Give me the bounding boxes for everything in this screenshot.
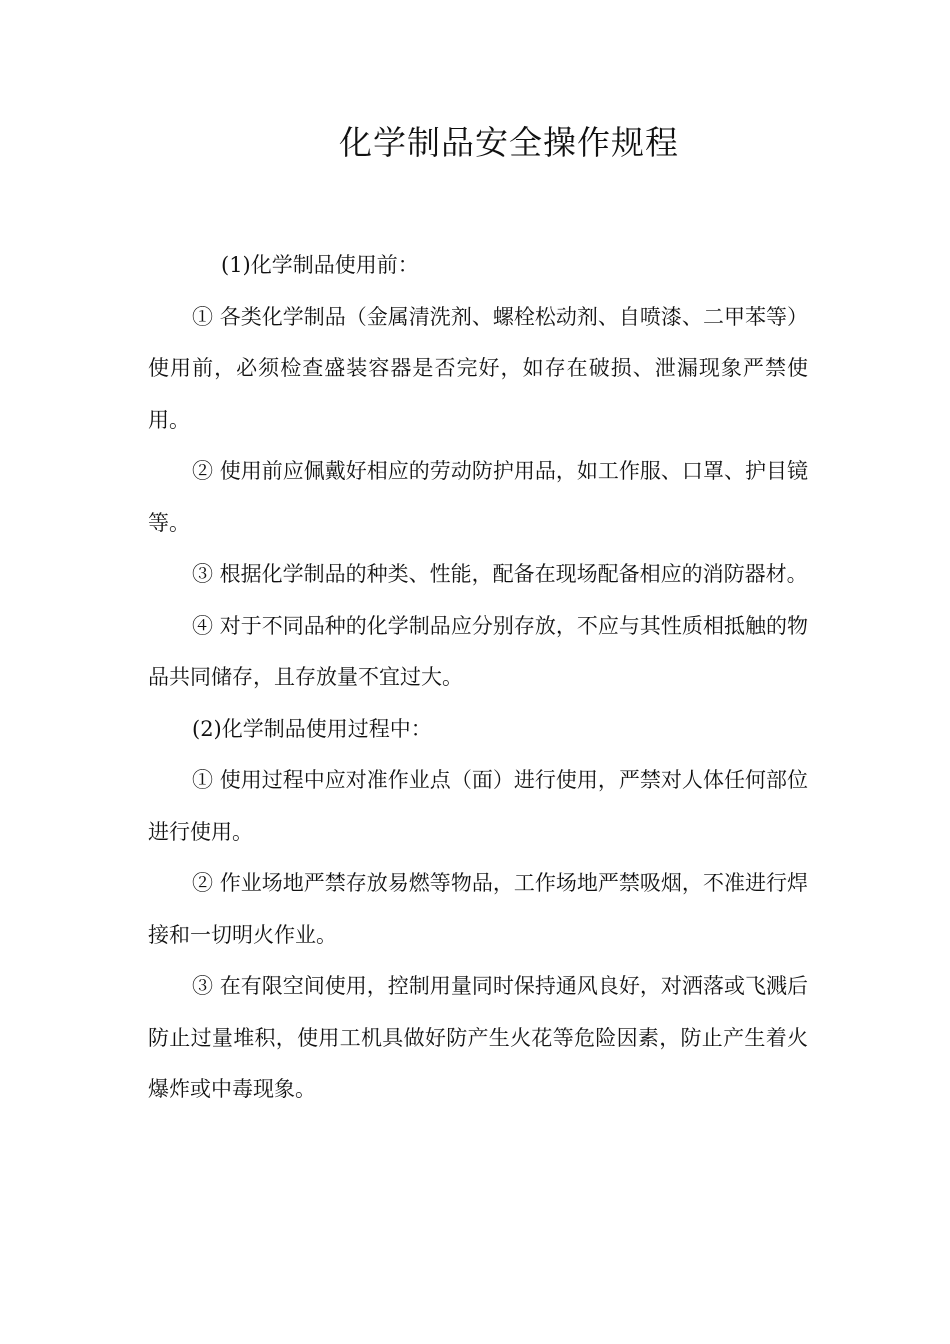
paragraph-item: ② 作业场地严禁存放易燃等物品，工作场地严禁吸烟，不准进行焊接和一切明火作业。 (148, 871, 808, 947)
section-heading-before-use: (1)化学制品使用前： (221, 253, 419, 277)
paragraph-item: ① 各类化学制品（金属清洗剂、螺栓松动剂、自喷漆、二甲苯等）使用前，必须检查盛装容器是否完好，如存在破损、泄漏现象严禁使用。 (148, 304, 808, 432)
paragraph-item: ③ 根据化学制品的种类、性能，配备在现场配备相应的消防器材。 (192, 562, 808, 586)
paragraph-item: ② 使用前应佩戴好相应的劳动防护用品，如工作服、口罩、护目镜等。 (148, 459, 808, 535)
document-body (148, 240, 808, 1116)
paragraph-item: ③ 在有限空间使用，控制用量同时保持通风良好，对洒落或飞溅后防止过量堆积，使用工机具做好防产生火花等危险因素，防止产生着火爆炸或中毒现象。 (148, 974, 808, 1101)
paragraph-item: ④ 对于不同品种的化学制品应分别存放，不应与其性质相抵触的物品共同储存，且存放量不宜过大。 (148, 613, 808, 689)
section-heading-during-use: (2)化学制品使用过程中： (192, 716, 432, 741)
document-title: 化学制品安全操作规程 (339, 123, 679, 162)
paragraph-item: ① 使用过程中应对准作业点（面）进行使用，严禁对人体任何部位进行使用。 (148, 768, 808, 844)
